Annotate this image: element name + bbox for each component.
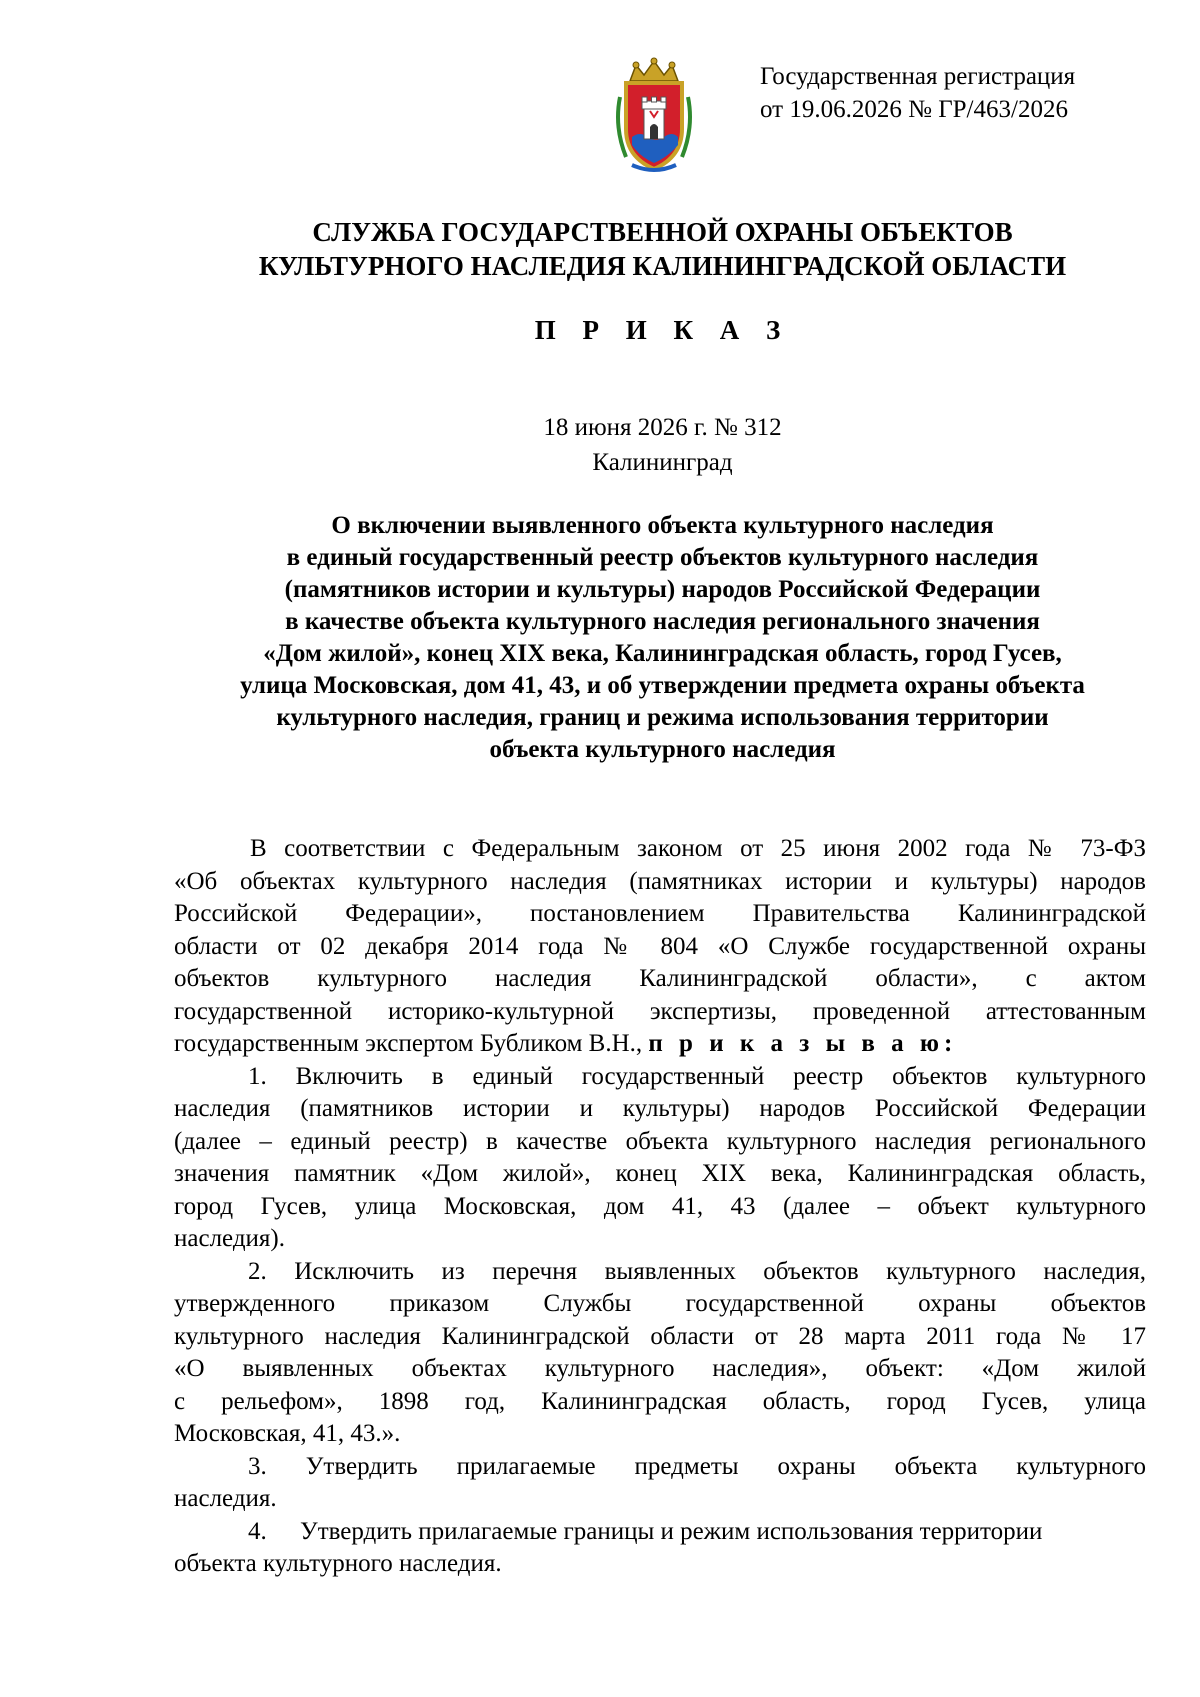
paragraph-line: «Об объектах культурного наследия (памятниках истории и культуры) народов	[174, 867, 1146, 895]
preamble-paragraph	[174, 833, 1146, 1061]
paragraph-line: «О выявленных объектах культурного наследия», объект: «Дом жилой	[174, 1355, 1146, 1382]
paragraph-line: 1. Включить в единый государственный реестр объектов культурного	[248, 1062, 1146, 1090]
order-item-2	[174, 1256, 1146, 1451]
paragraph-line: 3. Утвердить прилагаемые предметы охраны объекта культурного	[248, 1452, 1146, 1480]
subject-line: О включении выявленного объекта культурного наследия	[331, 512, 994, 539]
order-item-1	[174, 1061, 1146, 1256]
paragraph-line: объектов культурного наследия Калининградской области», с актом	[174, 965, 1146, 992]
paragraph-line: В соответствии с Федеральным законом от 25 июня 2002 года № 73-ФЗ	[250, 835, 1146, 862]
paragraph-line: объекта культурного наследия.	[174, 1550, 502, 1577]
subject-line: улица Московская, дом 41, 43, и об утверждении предмета охраны объекта	[240, 672, 1085, 699]
order-word: п р и к а з ы в а ю:	[648, 1030, 958, 1057]
paragraph-line: значения памятник «Дом жилой», конец XIX века, Калининградская область,	[174, 1160, 1146, 1187]
expert-text: государственным экспертом Бубликом В.Н.,	[174, 1030, 643, 1057]
paragraph-line: области от 02 декабря 2014 года № 804 «О Службе государственной охраны	[174, 932, 1146, 960]
order-item-4	[174, 1516, 1146, 1581]
registration-label: Государственная регистрация	[760, 63, 1076, 90]
registration-date-number: от 19.06.2026 № ГР/463/2026	[760, 96, 1068, 123]
agency-title	[0, 215, 1200, 283]
paragraph-line: наследия.	[174, 1485, 277, 1512]
registration-stamp	[760, 60, 1180, 126]
paragraph-line: государственной историко-культурной экспертизы, проведенной аттестованным	[174, 997, 1146, 1025]
order-place: Калининград	[592, 449, 733, 476]
paragraph-line: Московская, 41, 43.».	[174, 1420, 401, 1447]
order-date-number: 18 июня 2026 г. № 312	[543, 414, 782, 441]
paragraph-line: город Гусев, улица Московская, дом 41, 43 (далее – объект культурного	[174, 1192, 1146, 1220]
paragraph-line: наследия (памятников истории и культуры) народов Российской Федерации	[174, 1095, 1146, 1122]
agency-title-line: КУЛЬТУРНОГО НАСЛЕДИЯ КАЛИНИНГРАДСКОЙ ОБЛАСТИ	[258, 251, 1067, 281]
paragraph-line: наследия).	[174, 1225, 285, 1252]
order-body	[174, 833, 1146, 1581]
subject-line: в единый государственный реестр объектов культурного наследия	[286, 544, 1039, 571]
paragraph-line	[174, 1028, 1146, 1061]
subject-line: культурного наследия, границ и режима использования территории	[276, 704, 1049, 731]
agency-title-line: СЛУЖБА ГОСУДАРСТВЕННОЙ ОХРАНЫ ОБЪЕКТОВ	[312, 217, 1013, 247]
document-type: П Р И К А З	[534, 315, 791, 345]
paragraph-line	[174, 1516, 1146, 1549]
paragraph-line: утвержденного приказом Службы государственной охраны объектов	[174, 1290, 1146, 1317]
subject-line: (памятников истории и культуры) народов Российской Федерации	[284, 576, 1041, 603]
paragraph-line: культурного наследия Калининградской области от 28 марта 2011 года № 17	[174, 1322, 1146, 1350]
item-number: 4.	[248, 1517, 267, 1545]
subject-line: «Дом жилой», конец XIX века, Калининградская область, город Гусев,	[263, 640, 1062, 667]
paragraph-line: Российской Федерации», постановлением Правительства Калининградской	[174, 900, 1146, 927]
item-text: Утвердить прилагаемые границы и режим использования территории	[300, 1517, 1043, 1545]
date-and-place	[0, 410, 1200, 480]
paragraph-line: с рельефом», 1898 год, Калининградская область, город Гусев, улица	[174, 1387, 1146, 1415]
order-item-3	[174, 1451, 1146, 1516]
subject-line: объекта культурного наследия	[489, 736, 836, 763]
paragraph-line: 2. Исключить из перечня выявленных объектов культурного наследия,	[248, 1257, 1146, 1285]
paragraph-line: (далее – единый реестр) в качестве объекта культурного наследия регионального	[174, 1127, 1146, 1155]
order-subject	[0, 510, 1200, 766]
subject-line: в качестве объекта культурного наследия регионального значения	[285, 608, 1040, 635]
kaliningrad-coat-of-arms-icon	[612, 57, 696, 175]
